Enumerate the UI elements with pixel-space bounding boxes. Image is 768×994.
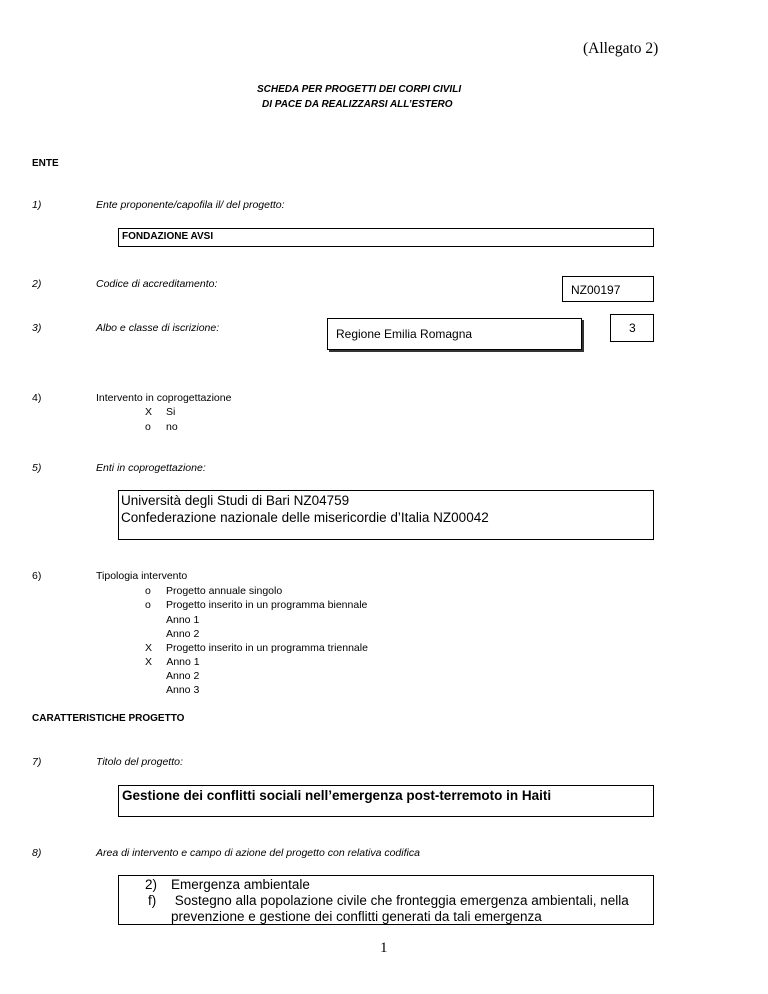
tipologia-item-8: Anno 3	[166, 684, 200, 696]
area-line2-number: f)	[148, 893, 157, 908]
tipologia-mark-6: X	[145, 656, 153, 668]
coprogettazione-option-no: no	[166, 421, 178, 433]
question-label-4: Intervento in coprogettazione	[96, 392, 232, 404]
classe-box	[610, 314, 654, 342]
area-line3-text: prevenzione e gestione dei conflitti generati da tali emergenza	[171, 909, 542, 924]
question-number-4: 4)	[32, 392, 42, 404]
question-label-5: Enti in coprogettazione:	[96, 462, 206, 474]
ente-coprogettazione-line-2: Confederazione nazionale delle misericordie d’Italia NZ00042	[121, 510, 489, 525]
question-label-6: Tipologia intervento	[96, 570, 188, 582]
tipologia-mark-2: o	[145, 599, 151, 611]
tipologia-item-1: Progetto annuale singolo	[166, 585, 283, 597]
area-intervento-box	[118, 875, 654, 925]
question-label-3: Albo e classe di iscrizione:	[96, 322, 220, 334]
codice-accreditamento-box	[562, 276, 654, 302]
allegato-label: (Allegato 2)	[583, 40, 659, 57]
ente-proponente-value: FONDAZIONE AVSI	[122, 231, 214, 242]
albo-box	[327, 318, 582, 350]
page-number: 1	[380, 940, 388, 956]
codice-accreditamento-value: NZ00197	[571, 283, 621, 297]
question-label-2: Codice di accreditamento:	[96, 278, 218, 290]
classe-value: 3	[629, 321, 636, 335]
question-number-8: 8)	[32, 847, 42, 859]
question-label-7: Titolo del progetto:	[96, 756, 183, 768]
document-title-line2: DI PACE DA REALIZZARSI ALL’ESTERO	[262, 99, 453, 110]
tipologia-item-5: Progetto inserito in un programma triennale	[166, 642, 368, 654]
tipologia-mark-5: X	[145, 642, 153, 654]
ente-proponente-box	[118, 228, 654, 247]
albo-value: Regione Emilia Romagna	[336, 327, 473, 341]
tipologia-item-6: Anno 1	[164, 656, 200, 668]
area-line2-text: Sostegno alla popolazione civile che fronteggia emergenza ambientali, nella	[171, 893, 629, 908]
question-number-2: 2)	[32, 278, 42, 290]
question-label-8: Area di intervento e campo di azione del progetto con relativa codifica	[96, 847, 420, 859]
tipologia-item-4: Anno 2	[166, 628, 200, 640]
tipologia-item-7: Anno 2	[166, 670, 200, 682]
question-label-1: Ente proponente/capofila il/ del progetto:	[96, 199, 285, 211]
enti-coprogettazione-box	[118, 490, 654, 540]
ente-coprogettazione-line-1: Università degli Studi di Bari NZ04759	[121, 493, 350, 508]
area-line1-number: 2)	[145, 877, 158, 892]
coprogettazione-mark-si: X	[145, 406, 153, 418]
question-number-3: 3)	[32, 322, 42, 334]
coprogettazione-mark-no: o	[145, 421, 151, 433]
coprogettazione-option-si: Si	[166, 406, 176, 418]
question-number-1: 1)	[32, 199, 42, 211]
titolo-progetto-box	[118, 785, 654, 817]
tipologia-item-3: Anno 1	[166, 614, 200, 626]
area-line1-text: Emergenza ambientale	[171, 877, 310, 892]
tipologia-mark-1: o	[145, 585, 151, 597]
section-heading-caratteristiche: CARATTERISTICHE PROGETTO	[32, 713, 185, 724]
section-heading-ente: ENTE	[32, 158, 59, 169]
titolo-progetto-value: Gestione dei conflitti sociali nell’emergenza post-terremoto in Haiti	[122, 788, 552, 803]
question-number-7: 7)	[32, 756, 42, 768]
question-number-6: 6)	[32, 570, 42, 582]
document-title-line1: SCHEDA PER PROGETTI DEI CORPI CIVILI	[257, 84, 462, 95]
tipologia-item-2: Progetto inserito in un programma biennale	[166, 599, 368, 611]
question-number-5: 5)	[32, 462, 42, 474]
